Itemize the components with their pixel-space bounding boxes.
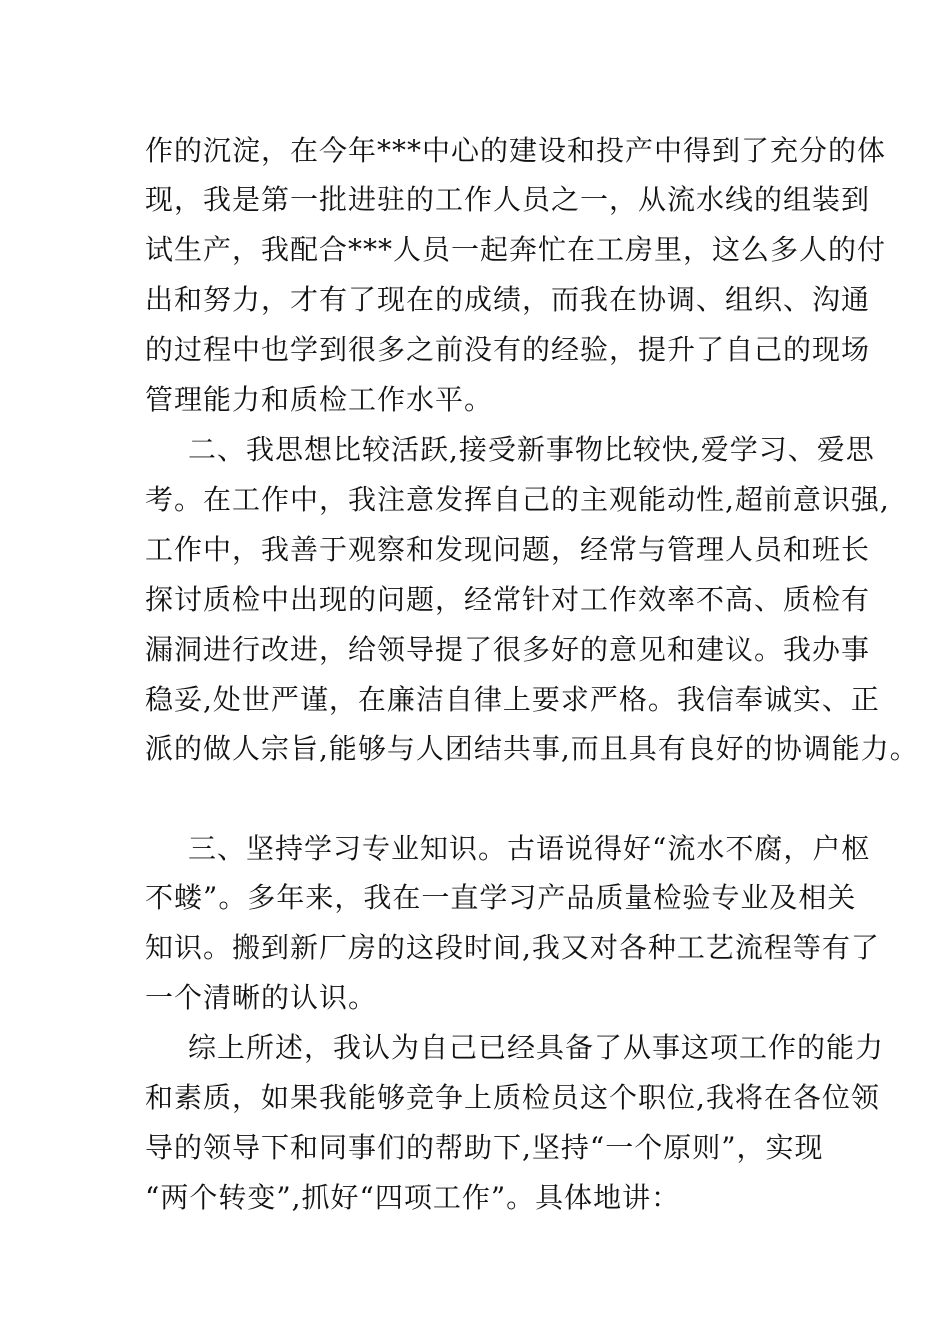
text-line-11: 漏洞进行改进，给领导提了很多好的意见和建议。我办事 — [145, 633, 871, 666]
text-line-17: 一个清晰的认识。 — [145, 981, 378, 1014]
text-line-10: 探讨质检中出现的问题，经常针对工作效率不高、质检有 — [145, 583, 871, 616]
text-line-20: 导的领导下和同事们的帮助下,坚持“一个原则”，实现 — [145, 1131, 824, 1164]
text-line-6: 管理能力和质检工作水平。 — [145, 383, 494, 416]
text-line-8: 考。在工作中，我注意发挥自己的主观能动性,超前意识强, — [145, 483, 890, 516]
text-line-12: 稳妥,处世严谨，在廉洁自律上要求严格。我信奉诚实、正 — [145, 683, 880, 716]
text-line-19: 和素质，如果我能够竞争上质检员这个职位,我将在各位领 — [145, 1081, 880, 1114]
text-line-4: 出和努力，才有了现在的成绩，而我在协调、组织、沟通 — [145, 283, 871, 316]
text-line-13: 派的做人宗旨,能够与人团结共事,而且具有良好的协调能力。 — [145, 732, 919, 765]
text-line-3: 试生产，我配合***人员一起奔忙在工房里，这么多人的付 — [145, 233, 887, 266]
text-line-5: 的过程中也学到很多之前没有的经验，提升了自己的现场 — [145, 333, 871, 366]
text-line-21: “两个转变”,抓好“四项工作”。具体地讲： — [145, 1181, 681, 1214]
text-line-15: 不蝼”。多年来，我在一直学习产品质量检验专业及相关 — [145, 881, 857, 914]
text-line-16: 知识。搬到新厂房的这段时间,我又对各种工艺流程等有了 — [145, 931, 880, 964]
text-line-2: 现，我是第一批进驻的工作人员之一，从流水线的组装到 — [145, 183, 871, 216]
text-line-9: 工作中，我善于观察和发现问题，经常与管理人员和班长 — [145, 533, 871, 566]
text-line-1: 作的沉淀，在今年***中心的建设和投产中得到了充分的体 — [145, 134, 887, 167]
text-line-18: 综上所述，我认为自己已经具备了从事这项工作的能力 — [188, 1031, 885, 1064]
text-line-7: 二、我思想比较活跃,接受新事物比较快,爱学习、爱思 — [188, 433, 875, 466]
text-line-14: 三、坚持学习专业知识。古语说得好“流水不腐，户枢 — [188, 832, 871, 865]
